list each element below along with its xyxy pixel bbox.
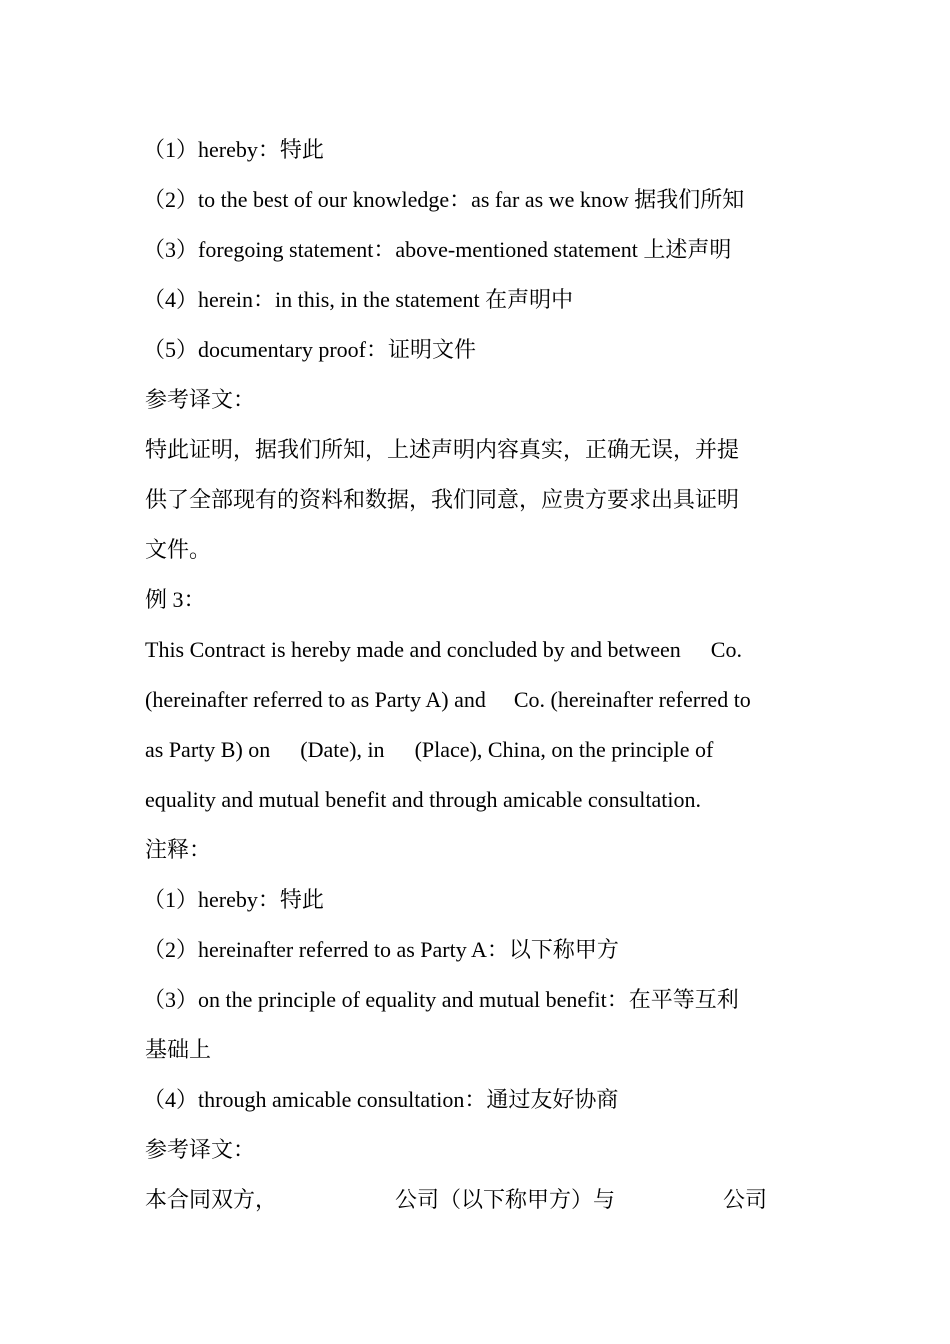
contract-text-line [145, 675, 810, 725]
note-item: （1）hereby：特此 [143, 137, 324, 162]
note-item: （4）herein：in this, in the statement 在声明中 [143, 287, 574, 312]
contract-text-segment: This Contract is hereby made and concluded by and between [145, 637, 681, 662]
translation-segment: 公司（以下称甲方）与 [395, 1187, 616, 1212]
note-item: （4）through amicable consultation：通过友好协商 [143, 1087, 619, 1112]
note-item: （2）hereinafter referred to as Party A：以下称甲方 [143, 937, 619, 962]
reference-translation-heading: 参考译文： [145, 387, 256, 412]
contract-text-segment: (Date), in [300, 737, 385, 762]
reference-translation-line [145, 1175, 810, 1225]
contract-text-segment: as Party B) on [145, 737, 271, 762]
note-item: （2）to the best of our knowledge：as far as we know 据我们所知 [143, 187, 745, 212]
note-item: （3）foregoing statement：above-mentioned statement 上述声明 [143, 237, 732, 262]
contract-text-segment: (Place), China, on the principle of [414, 737, 714, 762]
contract-text-segment: (hereinafter referred to as Party A) and [145, 687, 486, 712]
example-heading: 例 3： [145, 587, 206, 612]
translation-segment: 本合同双方， [145, 1187, 278, 1212]
contract-text-line [145, 725, 810, 775]
note-item: （3）on the principle of equality and mutual benefit：在平等互利 [143, 987, 739, 1012]
contract-text-line [145, 625, 810, 675]
note-item: （1）hereby：特此 [143, 887, 324, 912]
notes-heading: 注释： [145, 837, 212, 862]
contract-text-segment: Co. (hereinafter referred to [513, 687, 751, 712]
note-item: （5）documentary proof：证明文件 [143, 337, 476, 362]
reference-translation-heading: 参考译文： [145, 1137, 256, 1162]
note-item-continuation: 基础上 [145, 1037, 212, 1062]
reference-translation-line: 供了全部现有的资料和数据，我们同意，应贵方要求出具证明 [145, 487, 740, 512]
reference-translation-line: 特此证明，据我们所知，上述声明内容真实，正确无误，并提 [145, 437, 740, 462]
translation-segment: 公司 [723, 1187, 768, 1212]
document-body [145, 125, 810, 1225]
contract-text-segment: Co. [710, 637, 742, 662]
contract-text-line: equality and mutual benefit and through amicable consultation. [145, 787, 701, 812]
reference-translation-line: 文件。 [145, 537, 212, 562]
